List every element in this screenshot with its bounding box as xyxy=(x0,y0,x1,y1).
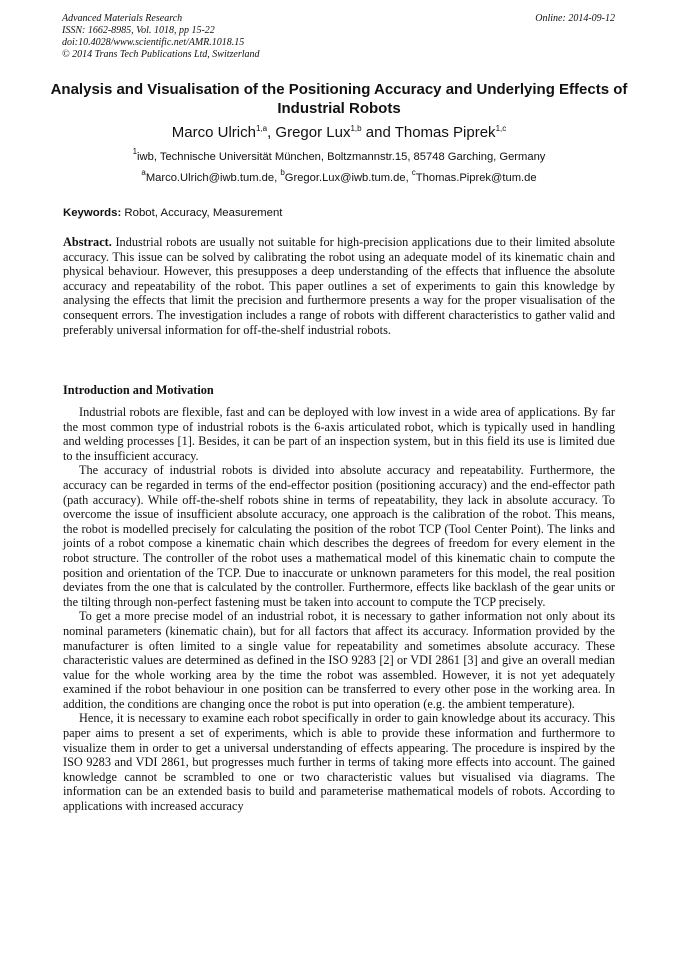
paragraph: Hence, it is necessary to examine each robot specifically in order to gain knowledge about its accuracy. This paper aims to present a set of experiments, which is able to provide these information and furthermore to visualize them in order to get a universal understanding of effects appearing. The procedure is inspired by the ISO 9283 and VDI 2861, but progresses much further in terms of taking more effects into account. The gained knowledge cannot be scrambled to one or two characteristic values but visualised via diagrams. The information can be an extended basis to build and parameterise mathematical models of robots. According to applications with increased accuracy xyxy=(63,711,615,814)
abstract-label: Abstract. xyxy=(63,235,112,249)
abstract xyxy=(63,235,615,337)
journal-copyright: © 2014 Trans Tech Publications Ltd, Switzerland xyxy=(62,49,260,60)
paragraph: Industrial robots are flexible, fast and can be deployed with low invest in a wide area of applications. By far the most common type of industrial robots is the 6-axis articulated robot, which is typically used in handling and welding processes [1]. Besides, it can be part of an inspection system, but in this field its use is limited due to the insufficient accuracy. xyxy=(63,405,615,463)
author-name: Thomas Piprek xyxy=(394,124,496,141)
journal-header xyxy=(62,13,615,61)
journal-issn: ISSN: 1662-8985, Vol. 1018, pp 15-22 xyxy=(62,25,215,36)
affiliation-text: iwb, Technische Universität München, Boltzmannstr.15, 85748 Garching, Germany xyxy=(137,151,546,163)
affiliation-superscript: 1 xyxy=(132,147,138,156)
email-list xyxy=(50,168,628,185)
paper-title: Analysis and Visualisation of the Positioning Accuracy and Underlying Effects of Industrial Robots xyxy=(50,81,628,117)
email-superscript: b xyxy=(280,168,285,177)
email-address[interactable]: Marco.Ulrich@iwb.tum.de xyxy=(145,172,275,184)
keywords-label: Keywords: xyxy=(63,207,122,219)
section-body xyxy=(63,405,615,814)
email-address[interactable]: Thomas.Piprek@tum.de xyxy=(415,172,537,184)
online-date: Online: 2014-09-12 xyxy=(535,13,615,24)
section-heading: Introduction and Motivation xyxy=(63,383,214,397)
journal-doi: doi:10.4028/www.scientific.net/AMR.1018.15 xyxy=(62,37,245,48)
email-separator: , xyxy=(274,172,281,184)
keywords xyxy=(63,206,615,220)
affiliation xyxy=(50,147,628,164)
paragraph: To get a more precise model of an industrial robot, it is necessary to gather information not only about its nominal parameters (kinematic chain), but for all factors that affect its accuracy. Information provided by the manufacturer is often limited to a single value for repeatability and sometimes absolute accuracy. These characteristic values are determined as defined in the ISO 9283 [2] or VDI 2861 [3] and give an overall median value for the whole working area by the time the robot was assembled. However, it is not yet adequately examined if the robot behaviour in one position can be transferred to every other pose in the working area. In addition, the conditions are changing once the robot is put into operation (e.g. the ambient temperature). xyxy=(63,609,615,711)
paragraph: The accuracy of industrial robots is divided into absolute accuracy and repeatability. Furthermore, the accuracy can be regarded in terms of the end-effector position (positioning accuracy) and the end-effector path (path accuracy). While off-the-shelf robots shine in terms of repeatability, they lack in absolute accuracy. To overcome the issue of insufficient absolute accuracy, one approach is the calibration of the robot. This means, the robot is modelled precisely for calculating the position of the robot TCP (Tool Center Point). The links and joints of a robot compose a kinematic chain which describes the degrees of freedom for every element in the robot structure. The controller of the robot uses a mathematical model of this kinematic chain to compute the position and orientation of the TCP. Due to inaccurate or unknown parameters for this model, the real position deviates from the one that is calculated by the controller. Furthermore, effects like backlash of the gear units or the tilting through non-perfect fastening must be taken into account to compute the TCP precisely. xyxy=(63,463,615,609)
author-name: Gregor Lux xyxy=(275,124,351,141)
author-name: Marco Ulrich xyxy=(171,124,256,141)
email-address[interactable]: Gregor.Lux@iwb.tum.de xyxy=(284,172,406,184)
author-separator: , xyxy=(267,124,276,141)
abstract-text: Industrial robots are usually not suitable for high-precision applications due to their limited absolute accuracy. This issue can be solved by calibrating the robot using an adequate model of its kinematic chain and physical behaviour. However, this presupposes a deep understanding of the effects that influence the absolute accuracy and repeatability of the robot. This paper outlines a set of experiments to gain this knowledge by analysing the effects that limit the precision and furthermore presents a way for the proper visualisation of the consequent errors. The investigation includes a range of robots with different characteristics to gather valid and preferably universal information for off-the-shelf industrial robots. xyxy=(63,235,615,337)
email-superscript: a xyxy=(141,168,146,177)
author-superscript: 1,a xyxy=(255,124,268,133)
keywords-text: Robot, Accuracy, Measurement xyxy=(121,207,283,219)
journal-name: Advanced Materials Research xyxy=(62,13,183,24)
author-separator: and xyxy=(361,124,395,141)
author-superscript: 1,b xyxy=(350,124,362,133)
email-separator: , xyxy=(405,172,412,184)
author-superscript: 1,c xyxy=(495,124,507,133)
email-superscript: c xyxy=(411,168,416,177)
author-list xyxy=(50,123,628,142)
